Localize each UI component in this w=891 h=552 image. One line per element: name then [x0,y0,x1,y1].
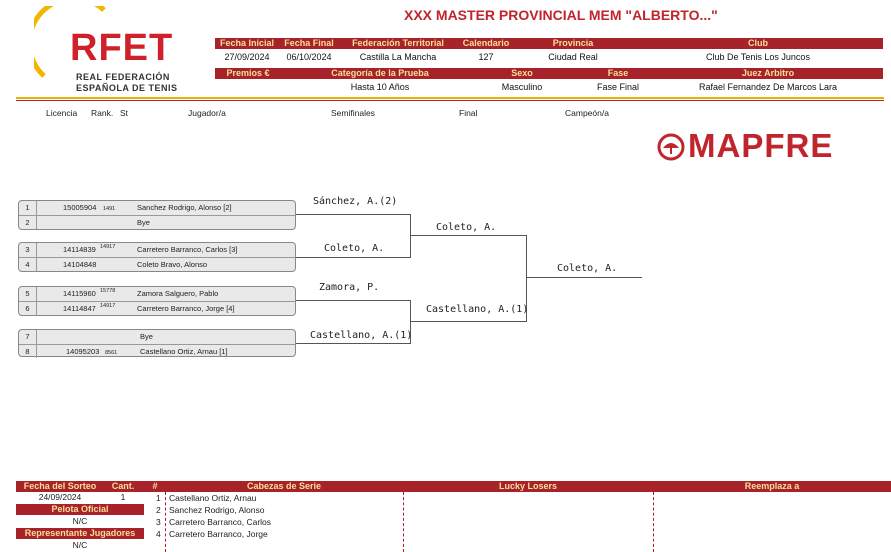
value-juez: Rafael Fernandez De Marcos Lara [698,82,838,92]
champion-name: Coleto, A. [557,263,618,274]
header-juez: Juez Arbitro [741,68,795,78]
representante-value: N/C [72,540,88,550]
header-club: Club [748,38,768,48]
seed-row-3 [148,516,398,528]
value-fecha-inicial: 27/09/2024 [224,52,270,62]
player-name: Carretero Barranco, Jorge [4] [137,304,235,313]
footer-hash-label: # [152,481,158,491]
cant-value: 1 [120,492,126,502]
player-rank: 8561 [105,350,118,356]
seed-row-4 [148,528,398,540]
pelota-value: N/C [72,516,88,526]
representante-label: Representante Jugadores [16,528,144,539]
value-categoria: Hasta 10 Años [350,82,410,92]
player-licence: 15005904 [63,203,97,212]
sorteo-date: 24/09/2024 [38,492,82,502]
logo-text: RFET [70,27,174,69]
footer-divider [403,492,404,552]
final-player-2: Castellano, A.(1) [426,304,529,315]
col-rank: Rank. [91,108,114,118]
player-name: Coleto Bravo, Alonso [137,260,208,269]
table-row [19,257,295,271]
table-row [19,215,295,229]
player-name: Zamora Salguero, Pablo [137,289,219,298]
seed-name: Castellano Ortiz, Arnau [169,493,257,503]
bracket-line [526,277,642,278]
draw-position: 3 [19,243,37,257]
header-provincia: Provincia [552,38,594,48]
header-fecha-final: Fecha Final [284,38,334,48]
draw-pair-4 [18,329,296,357]
rfet-logo [34,6,184,96]
seed-row-1 [148,492,398,504]
player-name: Castellano Ortiz, Arnau [1] [140,347,228,356]
bracket-line [410,321,526,322]
seed-name: Sanchez Rodrigo, Alonso [169,505,265,515]
semifinal-winner-1: Sánchez, A.(2) [313,196,398,207]
header-divider-thin [16,100,884,101]
header-categoria: Categoría de la Prueba [331,68,429,78]
header-divider [16,97,884,99]
logo-subtitle-1: REAL FEDERACIÓN [76,72,170,82]
bracket-line [296,343,410,344]
draw-pair-2 [18,242,296,272]
bracket-line [410,235,526,236]
seed-number: 4 [156,529,161,539]
draw-position: 7 [19,330,37,344]
table-row [19,287,295,301]
value-sexo: Masculino [501,82,543,92]
table-row [19,201,295,215]
header-fecha-inicial: Fecha Inicial [219,38,275,48]
player-licence: 14114847 [63,304,96,313]
table-row [19,301,295,315]
value-club: Club De Tenis Los Juncos [706,52,810,62]
value-federacion: Castilla La Mancha [359,52,437,62]
col-semifinales: Semifinales [331,108,375,118]
header-sexo: Sexo [511,68,533,78]
table-row [19,330,295,344]
bracket-line [296,300,410,301]
seed-name: Carretero Barranco, Carlos [169,517,272,527]
draw-pair-3 [18,286,296,316]
logo-subtitle-2: ESPAÑOLA DE TENIS [76,83,178,93]
final-player-1: Coleto, A. [436,222,497,233]
player-rank: 14917 [100,244,116,250]
footer-seeds-label: Cabezas de Serie [246,481,322,491]
player-licence: 14114839 [63,245,96,254]
draw-position: 1 [19,201,37,215]
table-row [19,344,295,358]
bracket-line [296,257,410,258]
player-licence: 14115960 [63,289,96,298]
seed-row-2 [148,504,398,516]
player-name: Bye [137,218,150,227]
header-fase: Fase [607,68,629,78]
player-licence: 14104848 [63,260,97,269]
draw-position: 2 [19,216,37,229]
player-rank: 1491 [103,206,116,212]
col-campeon: Campeón/a [565,108,609,118]
col-final: Final [459,108,478,118]
header-premios: Premios € [226,68,270,78]
player-name: Sanchez Rodrigo, Alonso [2] [137,203,232,212]
footer-sorteo-label: Fecha del Sorteo [23,481,97,491]
footer-replace-label: Reemplaza a [744,481,800,491]
semifinal-winner-4: Castellano, A.(1) [310,330,413,341]
value-provincia: Ciudad Real [548,52,598,62]
draw-position: 8 [19,345,37,358]
draw-position: 5 [19,287,37,301]
player-name: Bye [140,332,153,341]
semifinal-winner-2: Coleto, A. [324,243,385,254]
header-calendario: Calendario [462,38,510,48]
semifinal-winner-3: Zamora, P. [319,282,380,293]
pelota-label: Pelota Oficial [16,504,144,515]
draw-position: 4 [19,258,37,271]
seed-number: 3 [156,517,161,527]
value-fecha-final: 06/10/2024 [286,52,332,62]
col-st: St [120,108,129,118]
player-rank: 15778 [100,288,116,294]
player-rank: 14917 [100,303,116,309]
mapfre-text: MAPFRE [688,127,834,164]
col-licencia: Licencia [46,108,78,118]
player-licence: 14095203 [66,347,100,356]
value-fase: Fase Final [596,82,640,92]
seed-name: Carretero Barranco, Jorge [169,529,268,539]
player-name: Carretero Barranco, Carlos [3] [137,245,238,254]
bracket-line [296,214,410,215]
table-row [19,243,295,257]
seed-number: 2 [156,505,161,515]
bracket-line [410,214,411,258]
draw-position: 6 [19,302,37,315]
value-calendario: 127 [478,52,494,62]
mapfre-emblem-icon [656,132,686,162]
mapfre-logo [656,128,878,164]
footer-cant-label: Cant. [111,481,135,491]
tournament-title: XXX MASTER PROVINCIAL MEM "ALBERTO..." [404,7,718,23]
footer-divider [653,492,654,552]
seed-number: 1 [156,493,161,503]
footer-lucky-label: Lucky Losers [498,481,558,491]
col-jugador: Jugador/a [188,108,226,118]
draw-pair-1 [18,200,296,230]
header-federacion: Federación Territorial [352,38,444,48]
